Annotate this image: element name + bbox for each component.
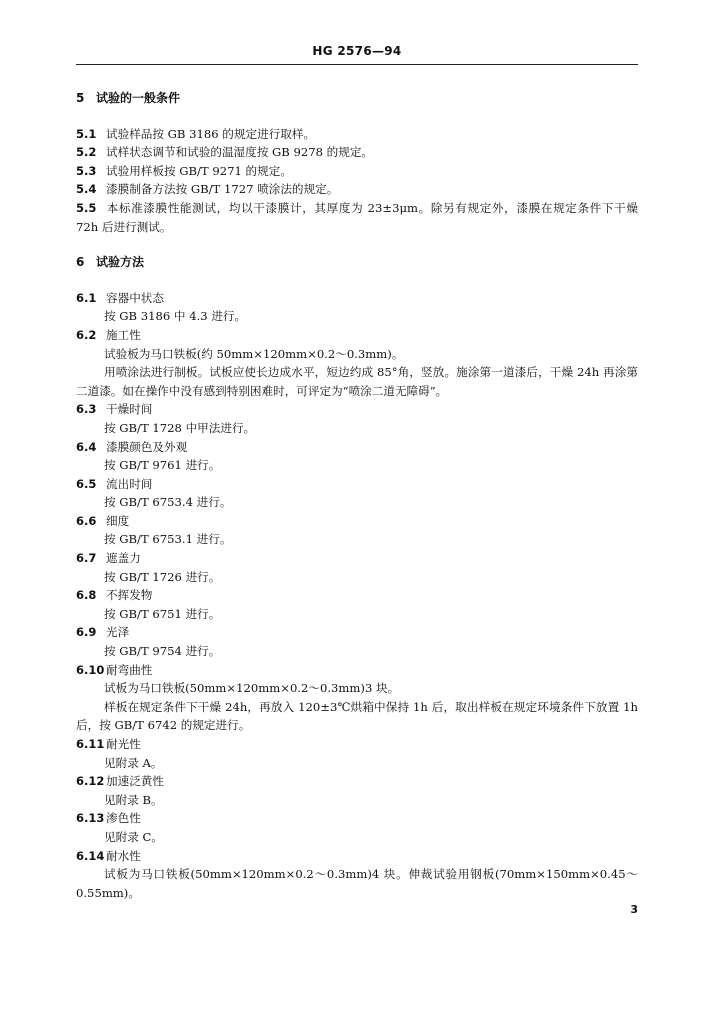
clause-title: 不挥发物 [106,588,153,603]
clause-6-7 [76,549,638,568]
clause-body: 试验板为马口铁板(约 50mm×120mm×0.2～0.3mm)。 [104,346,404,361]
clause-number: 6.9 [76,625,97,640]
standard-code-header: HG 2576—94 [312,44,402,58]
clause-5-2 [76,143,638,162]
clause-number: 5.5 [76,200,97,215]
clause-body: 用喷涂法进行制板。试板应使长边成水平，短边约成 85°角，竖放。施涂第一道漆后，干燥 24h 再涂第二道漆。如在操作中没有感到特别困难时，可评定为“喷涂二道无障碍”。 [76,365,638,398]
clause-number: 6.14 [76,848,105,863]
header-rule [76,64,638,65]
clause-body: 按 GB/T 6753.1 进行。 [104,532,232,547]
clause-title: 施工性 [106,327,141,342]
clause-6-3 [76,400,638,419]
section-number: 5 [76,91,85,105]
clause-6-9 [76,623,638,642]
clause-body: 按 GB/T 9761 进行。 [104,458,221,473]
clause-title: 干燥时间 [106,402,153,417]
clause-text: 试验用样板按 GB/T 9271 的规定。 [106,163,292,178]
clause-body: 见附录 B。 [104,792,163,807]
clause-body: 按 GB 3186 中 4.3 进行。 [104,309,247,324]
clause-title: 遮盖力 [106,551,141,566]
clause-number: 6.6 [76,513,97,528]
clause-title: 容器中状态 [106,290,164,305]
clause-number: 6.13 [76,811,105,826]
clause-number: 6.10 [76,662,105,677]
clause-body: 样板在规定条件下干燥 24h，再放入 120±3℃烘箱中保持 1h 后，取出样板在规定环境条件下放置 1h 后，按 GB/T 6742 的规定进行。 [76,699,638,733]
section-heading-5 [76,89,638,108]
clause-text: 试样状态调节和试验的温湿度按 GB 9278 的规定。 [106,145,374,160]
page-number: 3 [630,903,638,916]
clause-number: 6.3 [76,402,97,417]
clause-body: 见附录 C。 [104,829,163,844]
clause-5-1 [76,125,638,144]
clause-6-2 [76,326,638,345]
clause-title: 加速泛黄性 [106,774,164,789]
clause-number: 5.4 [76,182,97,197]
clause-body: 按 GB/T 6753.4 进行。 [104,495,232,510]
clause-6-14 [76,847,638,866]
clause-body: 按 GB/T 6751 进行。 [104,606,221,621]
clause-6-5 [76,475,638,494]
clause-body: 试板为马口铁板(50mm×120mm×0.2～0.3mm)3 块。 [104,681,400,696]
clause-number: 5.3 [76,163,97,178]
clause-title: 耐弯曲性 [106,662,153,677]
clause-number: 5.1 [76,126,97,141]
clause-6-12 [76,772,638,791]
clause-text: 试验样品按 GB 3186 的规定进行取样。 [106,126,316,141]
clause-number: 6.1 [76,290,97,305]
clause-body: 按 GB/T 1726 进行。 [104,569,221,584]
document-body [76,89,638,902]
clause-number: 6.12 [76,774,105,789]
clause-title: 细度 [106,513,130,528]
clause-number: 5.2 [76,145,97,160]
clause-title: 渗色性 [106,811,141,826]
clause-5-3 [76,162,638,181]
clause-6-1 [76,289,638,308]
section-number: 6 [76,255,85,270]
clause-body: 按 GB/T 1728 中甲法进行。 [104,420,256,435]
clause-body: 见附录 A。 [104,755,163,770]
clause-6-11 [76,735,638,754]
clause-title: 光泽 [106,625,130,640]
clause-title: 流出时间 [106,476,153,491]
clause-number: 6.5 [76,476,97,491]
clause-number: 6.2 [76,327,97,342]
clause-5-5 [76,199,638,236]
clause-5-4 [76,180,638,199]
clause-6-13 [76,809,638,828]
clause-6-8 [76,586,638,605]
section-title: 试验的一般条件 [96,91,181,105]
clause-number: 6.7 [76,551,97,566]
clause-6-6 [76,512,638,531]
clause-text: 漆膜制备方法按 GB/T 1727 喷涂法的规定。 [106,182,339,197]
clause-6-4 [76,438,638,457]
clause-text: 本标准漆膜性能测试，均以干漆膜计，其厚度为 23±3μm。除另有规定外，漆膜在规定条件下干燥 72h 后进行测试。 [76,200,638,234]
clause-6-10 [76,661,638,680]
clause-title: 耐水性 [106,848,141,863]
clause-title: 漆膜颜色及外观 [106,439,188,454]
clause-body: 按 GB/T 9754 进行。 [104,644,221,659]
section-heading-6 [76,253,638,272]
section-title: 试验方法 [96,255,145,270]
clause-number: 6.11 [76,737,105,751]
clause-title: 耐光性 [106,737,141,751]
clause-body: 试板为马口铁板(50mm×120mm×0.2～0.3mm)4 块。伸裁试验用钢板(70mm×150mm×0.45～0.55mm)。 [76,867,638,900]
clause-number: 6.4 [76,439,97,454]
clause-number: 6.8 [76,588,97,603]
